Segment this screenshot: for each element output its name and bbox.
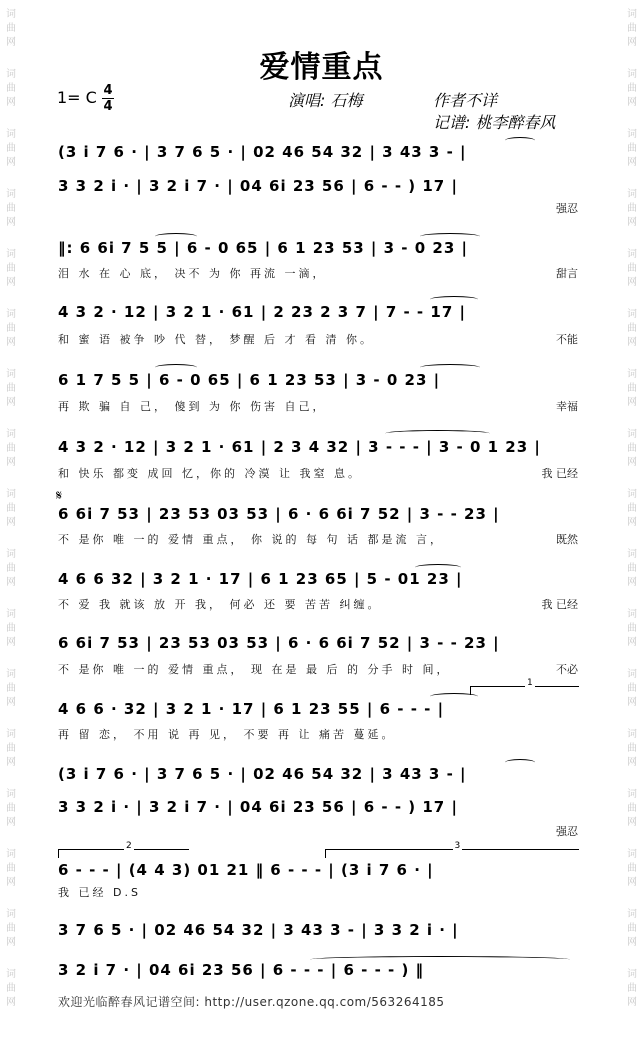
watermark-mark: 词 曲 网 [627, 309, 637, 348]
watermark-mark: 词 曲 网 [6, 969, 16, 1008]
score-row: (3 i 7 6 · | 3 7 6 5 · | 02 46 54 32 | 3 43 3 - | [58, 143, 467, 161]
lyric-row [58, 884, 578, 900]
lyric-line: 泪 水 在 心 底， 决不 为 你 再流 一滴， [58, 267, 327, 280]
lyric-pickup: 既然 [556, 533, 578, 546]
score-row: 3 7 6 5 · | 02 46 54 32 | 3 43 3 - | 3 3 2 i · | [58, 921, 459, 939]
watermark-mark: 词 曲 网 [6, 369, 16, 408]
time-signature-top: 4 [103, 83, 113, 98]
watermark-left [0, 0, 22, 1047]
lyric-line: 不 是你 唯 一的 爱情 重点， 现 在是 最 后 的 分手 时 间， [58, 663, 451, 676]
lyric-line: 我 已经 D.S [58, 886, 141, 899]
watermark-mark: 词 曲 网 [627, 249, 637, 288]
tie-mark [155, 364, 197, 371]
watermark-mark: 词 曲 网 [6, 789, 16, 828]
watermark-mark: 词 曲 网 [6, 309, 16, 348]
score-row: 3 3 2 i · | 3 2 i 7 · | 04 6i 23 56 | 6 - - ) 17 | [58, 798, 458, 816]
lyric-pickup: 不必 [556, 663, 578, 676]
lyric-pickup: 强忍 [556, 202, 578, 215]
tie-mark [385, 430, 490, 437]
tie-mark [420, 233, 480, 240]
lyric-pickup: 我 已经 [541, 598, 578, 611]
volta-bracket-2 [58, 841, 189, 858]
singer-credit: 演唱: 石梅 [288, 91, 363, 110]
watermark-mark: 词 曲 网 [627, 129, 637, 168]
lyric-row [58, 465, 578, 481]
lyric-row [58, 398, 578, 414]
watermark-right [621, 0, 643, 1047]
watermark-mark: 词 曲 网 [6, 429, 16, 468]
watermark-mark: 词 曲 网 [6, 549, 16, 588]
author-credit: 作者不详 [433, 91, 498, 110]
tie-mark [415, 564, 461, 571]
tie-mark [505, 759, 535, 766]
score-row: 4 6 6 · 32 | 3 2 1 · 17 | 6 1 23 55 | 6 - - - | [58, 700, 445, 718]
watermark-mark: 词 曲 网 [6, 669, 16, 708]
watermark-mark: 词 曲 网 [6, 489, 16, 528]
watermark-mark: 词 曲 网 [627, 729, 637, 768]
score-row: 6 6i 7 53 | 23 53 03 53 | 6 · 6 6i 7 52 | 3 - - 23 | [58, 505, 500, 523]
transcriber-credit: 记谱: 桃李醉春风 [433, 113, 556, 132]
score-row: 4 6 6 32 | 3 2 1 · 17 | 6 1 23 65 | 5 - 01 23 | [58, 570, 463, 588]
score-row: (3 i 7 6 · | 3 7 6 5 · | 02 46 54 32 | 3 43 3 - | [58, 765, 467, 783]
watermark-mark: 词 曲 网 [6, 189, 16, 228]
score-row: 3 3 2 i · | 3 2 i 7 · | 04 6i 23 56 | 6 - - ) 17 | [58, 177, 458, 195]
score-row: 4 3 2 · 12 | 3 2 1 · 61 | 2 3 4 32 | 3 - - - | 3 - 0 1 23 | [58, 438, 541, 456]
time-signature [102, 84, 114, 113]
watermark-mark: 词 曲 网 [627, 849, 637, 888]
lyric-row [58, 661, 578, 677]
volta-bracket-3 [325, 841, 579, 858]
watermark-mark: 词 曲 网 [627, 489, 637, 528]
watermark-mark: 词 曲 网 [627, 789, 637, 828]
watermark-mark: 词 曲 网 [627, 429, 637, 468]
lyric-row [58, 200, 578, 216]
song-title: 爱情重点 [259, 50, 384, 85]
watermark-mark: 词 曲 网 [6, 249, 16, 288]
lyric-line: 不 是你 唯 一的 爱情 重点， 你 说的 每 句 话 都是流 言， [58, 533, 444, 546]
watermark-mark: 词 曲 网 [627, 369, 637, 408]
score-row: 6 1 7 5 5 | 6 - 0 65 | 6 1 23 53 | 3 - 0 23 | [58, 371, 441, 389]
volta-number: 2 [126, 841, 132, 851]
lyric-row [58, 596, 578, 612]
volta-number: 1 [527, 678, 533, 688]
volta-bracket-1 [470, 678, 579, 695]
watermark-mark: 词 曲 网 [6, 69, 16, 108]
lyric-pickup: 甜言 [556, 267, 578, 280]
watermark-mark: 词 曲 网 [6, 9, 16, 48]
score-row: 6 6i 7 53 | 23 53 03 53 | 6 · 6 6i 7 52 | 3 - - 23 | [58, 634, 500, 652]
score-row: ‖: 6 6i 7 5 5 | 6 - 0 65 | 6 1 23 53 | 3 - 0 23 | [58, 239, 468, 257]
tie-mark [420, 364, 480, 371]
lyric-row [58, 823, 578, 839]
watermark-mark: 词 曲 网 [627, 609, 637, 648]
lyric-row [58, 726, 578, 742]
score-row: 3 2 i 7 · | 04 6i 23 56 | 6 - - - | 6 - - - ) ‖ [58, 961, 425, 979]
tie-mark [310, 956, 570, 963]
lyric-line: 再 欺 骗 自 己， 傻到 为 你 伤害 自己， [58, 400, 327, 413]
watermark-mark: 词 曲 网 [6, 609, 16, 648]
tie-mark [430, 296, 478, 303]
watermark-mark: 词 曲 网 [627, 549, 637, 588]
watermark-mark: 词 曲 网 [627, 189, 637, 228]
lyric-pickup: 强忍 [556, 825, 578, 838]
lyric-line: 和 快乐 都变 成回 忆，你的 冷漠 让 我窒 息。 [58, 467, 362, 480]
lyric-pickup: 不能 [556, 333, 578, 346]
lyric-pickup: 我 已经 [541, 467, 578, 480]
tie-mark [155, 233, 197, 240]
watermark-mark: 词 曲 网 [627, 9, 637, 48]
watermark-mark: 词 曲 网 [627, 969, 637, 1008]
watermark-mark: 词 曲 网 [6, 129, 16, 168]
volta-number: 3 [454, 841, 461, 851]
lyric-row [58, 531, 578, 547]
watermark-mark: 词 曲 网 [6, 729, 16, 768]
segno-sign: 𝄋 [56, 488, 63, 504]
lyric-row [58, 265, 578, 281]
lyric-line: 再 留 恋， 不用 说 再 见， 不要 再 让 痛苦 蔓延。 [58, 728, 396, 741]
lyric-pickup: 幸福 [556, 400, 578, 413]
lyric-line: 不 爱 我 就该 放 开 我， 何必 还 要 苦苦 纠缠。 [58, 598, 382, 611]
watermark-mark: 词 曲 网 [6, 909, 16, 948]
watermark-mark: 词 曲 网 [627, 909, 637, 948]
footer-credit: 欢迎光临醉春风记谱空间: http://user.qzone.qq.com/563264185 [58, 995, 445, 1009]
score-row: 4 3 2 · 12 | 3 2 1 · 61 | 2 23 2 3 7 | 7 - - 17 | [58, 303, 466, 321]
watermark-mark: 词 曲 网 [627, 669, 637, 708]
lyric-line: 和 蜜 语 被争 吵 代 替， 梦醒 后 才 看 清 你。 [58, 333, 374, 346]
watermark-mark: 词 曲 网 [6, 849, 16, 888]
lyric-row [58, 331, 578, 347]
time-signature-bottom: 4 [103, 99, 113, 114]
tie-mark [505, 137, 535, 144]
watermark-mark: 词 曲 网 [627, 69, 637, 108]
key-signature: 1= C [57, 88, 97, 107]
score-row: 6 - - - | (4 4 3) 01 21 ‖ 6 - - - | (3 i 7 6 · | [58, 861, 434, 879]
